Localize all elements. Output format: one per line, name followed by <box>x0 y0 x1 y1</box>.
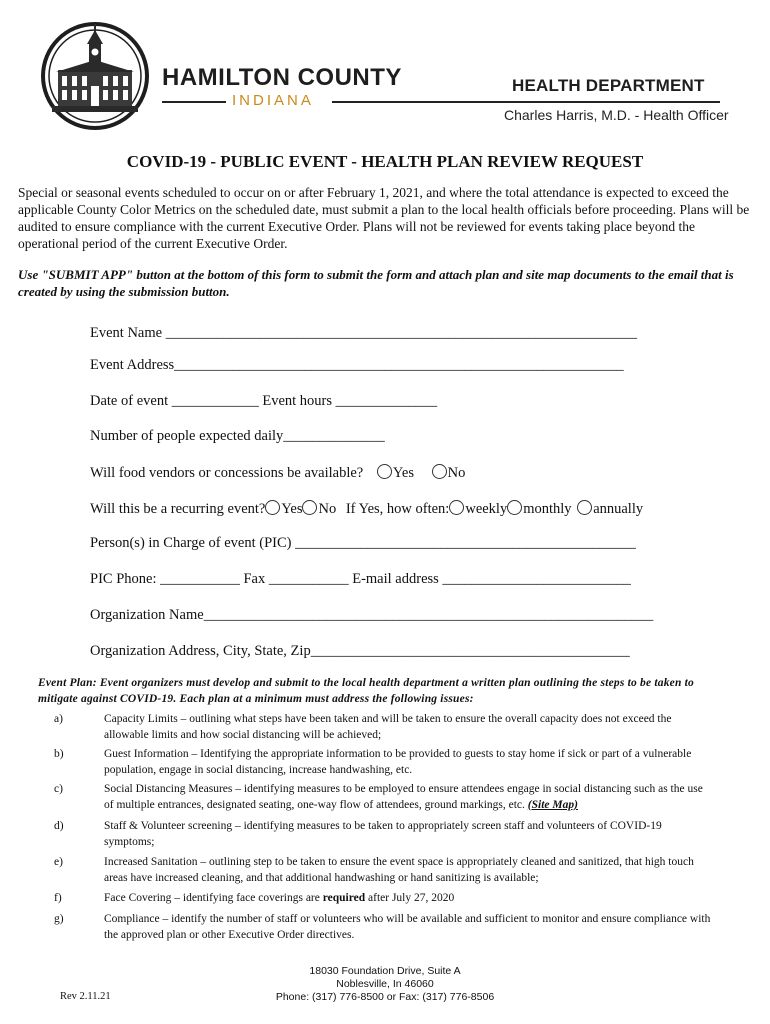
date-hours-row <box>90 393 437 410</box>
plan-item-letter: c) <box>54 783 63 795</box>
plan-item <box>54 890 714 906</box>
plan-item-letter: f) <box>54 892 62 904</box>
plan-item <box>54 711 714 743</box>
annually-radio[interactable] <box>577 500 592 515</box>
email-label: E-mail address <box>352 571 439 587</box>
footer-address-line1: 18030 Foundation Drive, Suite A <box>309 965 461 977</box>
org-name-label: Organization Name <box>90 607 204 623</box>
monthly-label: monthly <box>523 501 572 517</box>
contact-row <box>90 571 631 588</box>
date-of-event-label: Date of event <box>90 393 169 409</box>
date-of-event-input[interactable]: ____________ <box>171 393 263 409</box>
plan-item-letter: e) <box>54 856 63 868</box>
plan-item-text: Guest Information – Identifying the appropriate information to be provided to guests to stay home if sick or part of a vulnerable population, engage in social distancing, increase handwashing, etc. <box>104 748 692 776</box>
how-often-label: If Yes, how often: <box>345 501 450 517</box>
required-emphasis: required <box>322 892 366 904</box>
pic-phone-label: PIC Phone: <box>90 571 157 587</box>
plan-item-text: Increased Sanitation – outlining step to be taken to ensure the event space is appropriately cleaned and sanitized, that high touch areas have increased cleaning, and that additional handwashing or hand sanitizing is available; <box>104 856 694 884</box>
food-no-label: No <box>447 465 466 481</box>
plan-item-letter: d) <box>54 820 64 832</box>
plan-item <box>54 781 714 813</box>
footer-phone: Phone: (317) 776-8500 or Fax: (317) 776-8506 <box>275 991 495 1003</box>
monthly-radio[interactable] <box>507 500 522 515</box>
people-expected-input[interactable]: ______________ <box>283 428 385 444</box>
submit-instruction: Use "SUBMIT APP" button at the bottom of this form to submit the form and attach plan and site map documents to the email that is created by using the submission button. <box>18 267 734 299</box>
people-expected-row <box>90 428 385 445</box>
department-name: HEALTH DEPARTMENT <box>512 76 705 95</box>
form-title: COVID-19 - PUBLIC EVENT - HEALTH PLAN REVIEW REQUEST <box>126 152 644 171</box>
plan-item <box>54 818 714 850</box>
org-address-label: Organization Address, City, State, Zip <box>90 643 311 659</box>
weekly-radio[interactable] <box>449 500 464 515</box>
event-address-row <box>90 357 624 374</box>
footer-address <box>0 965 770 1004</box>
plan-item-text: Staff & Volunteer screening – identifying measures to be taken to appropriately screen staff and volunteers of COVID-19 symptoms; <box>104 820 662 848</box>
site-map-link[interactable]: (Site Map) <box>527 799 578 811</box>
plan-item <box>54 854 714 886</box>
org-name-input[interactable]: ______________________________________________________________ <box>203 607 654 623</box>
plan-item-text: Capacity Limits – outlining what steps have been taken and will be taken to ensure the overall capacity does not exceed the allowable limits and how social distancing will be achieved; <box>104 713 672 741</box>
plan-item-text-wrap <box>104 781 714 813</box>
pic-phone-input[interactable]: ___________ <box>160 571 244 587</box>
plan-item-letter: b) <box>54 748 64 760</box>
plan-item-text-before: Face Covering – identifying face coverings are <box>104 892 323 904</box>
recurring-no-label: No <box>318 501 337 517</box>
recurring-no-radio[interactable] <box>302 500 317 515</box>
state-name: INDIANA <box>232 92 314 109</box>
org-address-input[interactable]: ____________________________________________ <box>310 643 630 659</box>
health-officer: Charles Harris, M.D. - Health Officer <box>504 107 729 123</box>
plan-item <box>54 911 714 943</box>
event-hours-input[interactable]: ______________ <box>335 393 438 409</box>
people-expected-label: Number of people expected daily <box>90 428 284 444</box>
event-name-input[interactable]: _________________________________________________________________ <box>165 325 637 341</box>
plan-item <box>54 746 714 778</box>
fax-input[interactable]: ___________ <box>268 571 353 587</box>
plan-item-text-wrap <box>104 890 714 906</box>
annually-label: annually <box>593 501 644 517</box>
header-divider-left <box>162 101 226 103</box>
food-vendors-label: Will food vendors or concessions be available? <box>90 465 364 481</box>
pic-label: Person(s) in Charge of event (PIC) <box>90 535 292 551</box>
event-hours-label: Event hours <box>262 393 333 409</box>
courthouse-logo <box>38 20 152 132</box>
pic-input[interactable]: _______________________________________________ <box>295 535 636 551</box>
revision-label: Rev 2.11.21 <box>60 991 111 1002</box>
event-name-label: Event Name <box>90 325 163 341</box>
recurring-yes-label: Yes <box>281 501 303 517</box>
event-name-row <box>90 325 637 342</box>
weekly-label: weekly <box>465 501 508 517</box>
food-vendors-row <box>90 464 465 482</box>
pic-row <box>90 535 636 552</box>
header-divider-right <box>332 101 720 103</box>
org-address-row <box>90 643 630 660</box>
intro-paragraph: Special or seasonal events scheduled to occur on or after February 1, 2021, and where the total attendance is expected to exceed the applicable County Color Metrics on the scheduled date, must submit a plan to the local health officials before proceeding. Plans will be audited to ensure compliance with the current Executive Order. Plans will not be reviewed for events taking place beyond the operational period of the current Executive Order. <box>18 185 750 251</box>
plan-item-letter: a) <box>54 713 63 725</box>
org-name-row <box>90 607 653 624</box>
email-input[interactable]: __________________________ <box>442 571 631 587</box>
recurring-label: Will this be a recurring event? <box>90 501 266 517</box>
plan-item-letter: g) <box>54 913 64 925</box>
food-yes-radio[interactable] <box>377 464 392 479</box>
recurring-row <box>90 500 643 518</box>
plan-item-text-after: after July 27, 2020 <box>365 892 455 904</box>
fax-label: Fax <box>243 571 266 587</box>
county-name: HAMILTON COUNTY <box>162 64 402 91</box>
footer-address-line2: Noblesville, In 46060 <box>336 978 434 990</box>
event-plan-intro: Event Plan: Event organizers must develop and submit to the local health department a written plan outlining the steps to be taken to mitigate against COVID-19. Each plan at a minimum must address the following issues: <box>38 677 694 705</box>
recurring-yes-radio[interactable] <box>265 500 280 515</box>
event-address-input[interactable]: ______________________________________________________________ <box>174 357 624 373</box>
event-address-label: Event Address <box>90 357 175 373</box>
food-yes-label: Yes <box>392 465 414 481</box>
plan-item-text: Compliance – identify the number of staff or volunteers who will be available and sufficient to monitor and ensure compliance with the approved plan or other Executive Order directives. <box>104 913 711 941</box>
food-no-radio[interactable] <box>432 464 447 479</box>
plan-item-text: Social Distancing Measures – identifying measures to be employed to ensure attendees engage in social distancing such as the use of multiple entrances, designated seating, one-way flow of attendees, ground markings, etc. <box>104 783 703 811</box>
